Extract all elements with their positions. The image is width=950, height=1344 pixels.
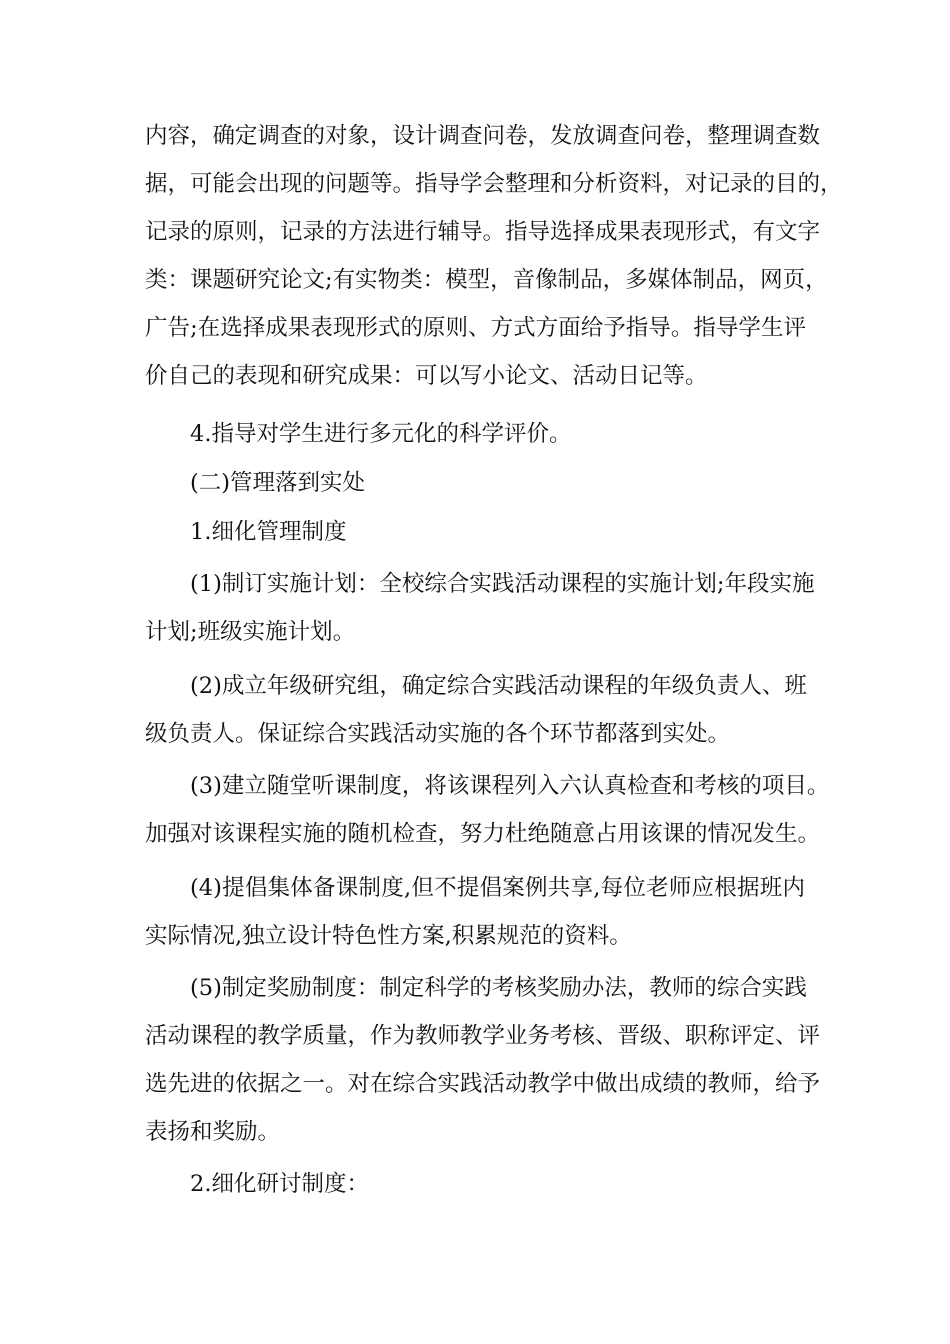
paragraph-line: (3)建立随堂听课制度，将该课程列入六认真检查和考核的项目。 bbox=[190, 773, 830, 799]
paragraph-line: 据，可能会出现的问题等。指导学会整理和分析资料，对记录的目的， bbox=[145, 171, 843, 197]
section-item: 4.指导对学生进行多元化的科学评价。 bbox=[190, 421, 572, 447]
paragraph-line: 类：课题研究论文;有实物类：模型，音像制品，多媒体制品，网页， bbox=[145, 267, 828, 293]
paragraph-line: 级负责人。保证综合实践活动实施的各个环节都落到实处。 bbox=[145, 721, 731, 747]
paragraph-line: (5)制定奖励制度：制定科学的考核奖励办法，教师的综合实践 bbox=[190, 975, 807, 1001]
subsection-heading: 1.细化管理制度 bbox=[190, 519, 347, 545]
paragraph-line: 广告;在选择成果表现形式的原则、方式方面给予指导。指导学生评 bbox=[145, 315, 806, 341]
paragraph-line: 选先进的依据之一。对在综合实践活动教学中做出成绩的教师，给予 bbox=[145, 1071, 821, 1097]
paragraph-line: 计划;班级实施计划。 bbox=[145, 619, 356, 645]
paragraph-line: (4)提倡集体备课制度,但不提倡案例共享,每位老师应根据班内 bbox=[190, 875, 805, 901]
paragraph-line: 价自己的表现和研究成果：可以写小论文、活动日记等。 bbox=[145, 363, 708, 389]
paragraph-line: 实际情况,独立设计特色性方案,积累规范的资料。 bbox=[145, 923, 632, 949]
paragraph-line: 加强对该课程实施的随机检查，努力杜绝随意占用该课的情况发生。 bbox=[145, 821, 821, 847]
subsection-heading: 2.细化研讨制度： bbox=[190, 1171, 369, 1197]
paragraph-line: 内容，确定调查的对象，设计调查问卷，发放调查问卷，整理调查数 bbox=[145, 123, 821, 149]
section-heading: (二)管理落到实处 bbox=[190, 470, 366, 496]
paragraph-line: 活动课程的教学质量，作为教师教学业务考核、晋级、职称评定、评 bbox=[145, 1023, 821, 1049]
paragraph-line: 记录的原则，记录的方法进行辅导。指导选择成果表现形式，有文字 bbox=[145, 219, 821, 245]
paragraph-line: (1)制订实施计划：全校综合实践活动课程的实施计划;年段实施 bbox=[190, 571, 815, 597]
paragraph-line: 表扬和奖励。 bbox=[145, 1119, 281, 1145]
paragraph-line: (2)成立年级研究组，确定综合实践活动课程的年级负责人、班 bbox=[190, 673, 807, 699]
